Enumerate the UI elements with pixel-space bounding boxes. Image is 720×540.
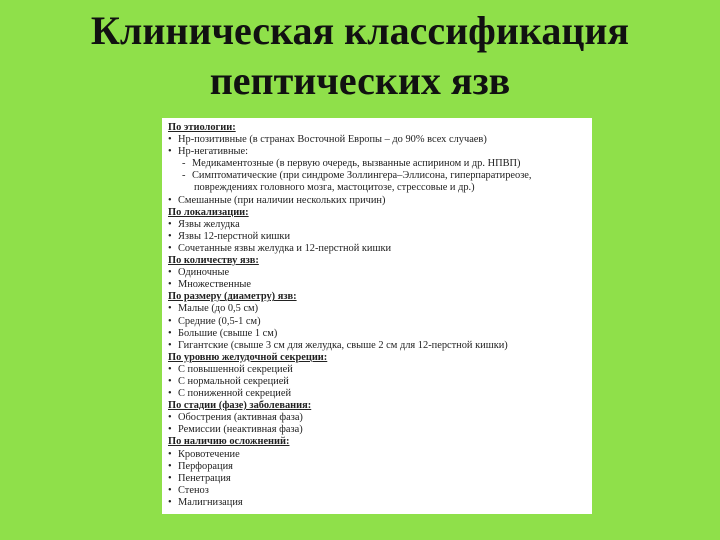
list-item: • Обострения (активная фаза) — [168, 412, 588, 424]
section-heading-size: По размеру (диаметру) язв: — [168, 291, 297, 303]
section-heading-complications: По наличию осложнений: — [168, 436, 290, 448]
list-item: • Смешанные (при наличии нескольких причин) — [168, 195, 588, 207]
list-item: • Ремиссии (неактивная фаза) — [168, 424, 588, 436]
list-item: • Малые (до 0,5 см) — [168, 303, 588, 315]
list-item: • Гигантские (свыше 3 см для желудка, свыше 2 см для 12-перстной кишки) — [168, 340, 588, 352]
sub-list-item-text: Медикаментозные (в первую очередь, вызванные аспирином и др. НПВП) — [192, 158, 521, 170]
sub-list-item — [168, 170, 588, 194]
section-heading-etiology: По этиологии: — [168, 122, 236, 133]
list-item: • Множественные — [168, 279, 588, 291]
list-item: • Перфорация — [168, 461, 588, 473]
section-heading-localization: По локализации: — [168, 206, 249, 218]
list-item: • С нормальной секрецией — [168, 376, 588, 388]
list-item: • Стеноз — [168, 485, 588, 497]
list-item: • Одиночные — [168, 267, 588, 279]
classification-document — [162, 118, 592, 514]
list-item: • Большие (свыше 1 см) — [168, 328, 588, 340]
slide-title — [0, 6, 720, 106]
list-item: • Сочетанные язвы желудка и 12-перстной кишки — [168, 243, 588, 255]
slide-title-line1: Клиническая классификация — [90, 8, 630, 53]
list-item: • Средние (0,5-1 см) — [168, 316, 588, 328]
list-item: • С повышенной секрецией — [168, 364, 588, 376]
list-item: • Кровотечение — [168, 449, 588, 461]
list-item: • Язвы желудка — [168, 219, 588, 231]
list-item: • С пониженной секрецией — [168, 388, 588, 400]
list-item: • Hp-негативные: — [168, 146, 588, 158]
slide-title-line2: пептических язв — [209, 58, 511, 103]
section-heading-stage: По стадии (фазе) заболевания: — [168, 400, 312, 412]
section-heading-count: По количеству язв: — [168, 255, 259, 267]
list-item: • Малигнизация — [168, 497, 588, 509]
sub-list-item-text: Симптоматические (при синдроме Золлингера–Эллисона, гиперпаратиреозе, повреждениях головного мозга, мастоцитозе, стрессовые и др.) — [192, 170, 532, 194]
list-item: • Язвы 12-перстной кишки — [168, 231, 588, 243]
list-item: • Пенетрация — [168, 473, 588, 485]
sub-list-item — [168, 158, 588, 170]
section-heading-secretion: По уровню желудочной секреции: — [168, 351, 328, 363]
list-item: • Hp-позитивные (в странах Восточной Европы – до 90% всех случаев) — [168, 134, 588, 146]
